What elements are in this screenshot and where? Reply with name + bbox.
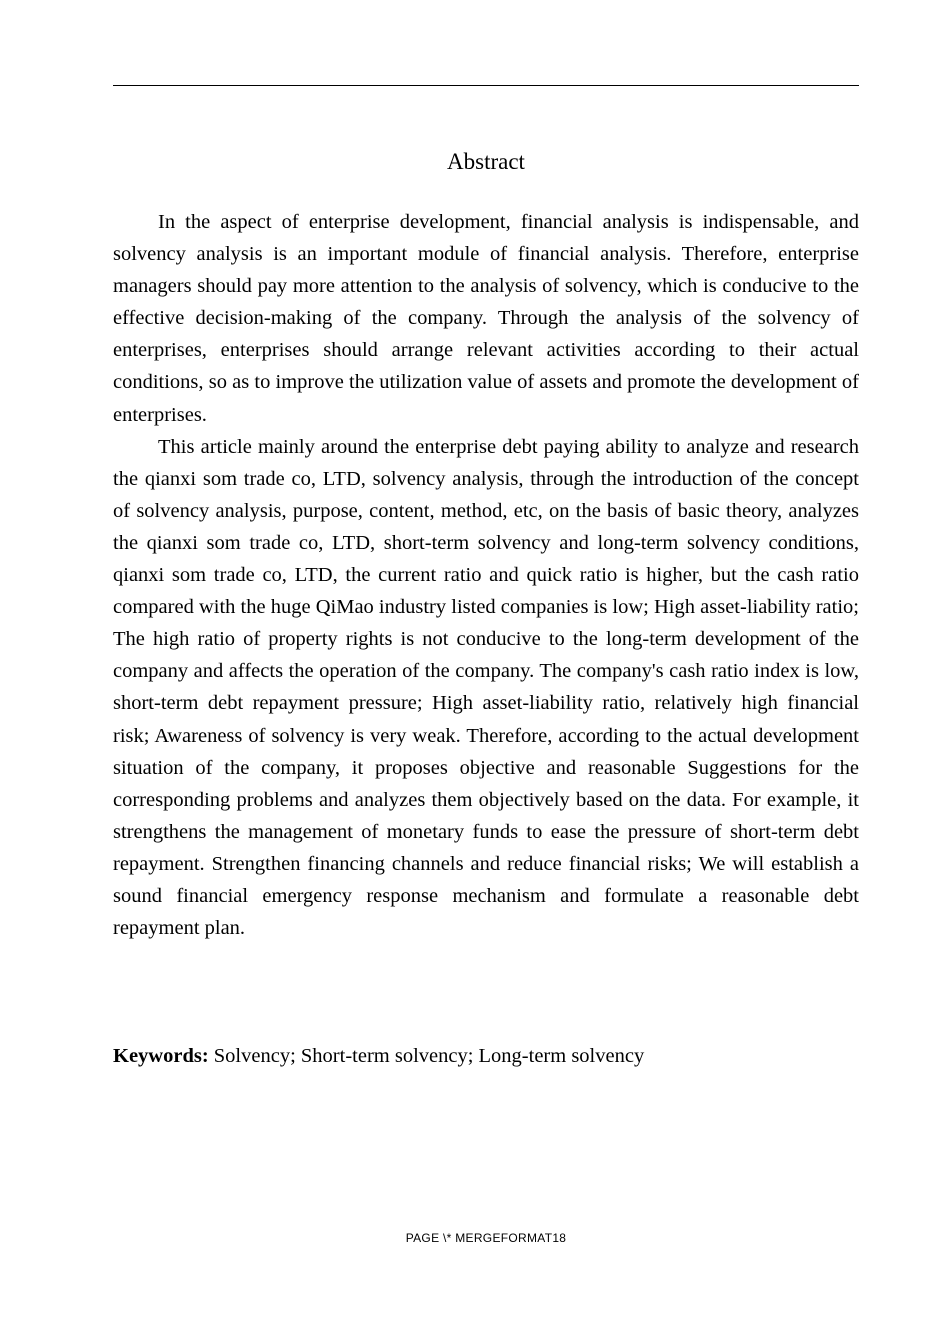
abstract-paragraph-1: In the aspect of enterprise development, financial analysis is indispensable, and solvency analysis is an important module of financial analysis. Therefore, enterprise managers should pay more attention to the analysis of solvency, which is conducive to the effective decision-making of the company. Through the analysis of the solvency of enterprises, enterprises should arrange relevant activities according to their actual conditions, so as to improve the utilization value of assets and promote the development of enterprises. <box>113 211 859 426</box>
page-footer: PAGE \* MERGEFORMAT18 <box>405 1231 567 1245</box>
abstract-title: Abstract <box>447 149 525 174</box>
abstract-body <box>113 206 859 944</box>
keywords-value: Solvency; Short-term solvency; Long-term solvency <box>208 1045 645 1067</box>
header-rule <box>113 85 859 86</box>
abstract-paragraph-2: This article mainly around the enterprise debt paying ability to analyze and research the qianxi som trade co, LTD, solvency analysis, through the introduction of the concept of solvency analysis, purpose, content, method, etc, on the basis of basic theory, analyzes the qianxi som trade co, LTD, short-term solvency and long-term solvency conditions, qianxi som trade co, LTD, the current ratio and quick ratio is higher, but the cash ratio compared with the huge QiMao industry listed companies is low; High asset-liability ratio; The high ratio of property rights is not conducive to the long-term development of the company and affects the operation of the company. The company's cash ratio index is low, short-term debt repayment pressure; High asset-liability ratio, relatively high financial risk; Awareness of solvency is very weak. Therefore, according to the actual development situation of the company, it proposes objective and reasonable Suggestions for the corresponding problems and analyzes them objectively based on the data. For example, it strengthens the management of monetary funds to ease the pressure of short-term debt repayment. Strengthen financing channels and reduce financial risks; We will establish a sound financial emergency response mechanism and formulate a reasonable debt repayment plan. <box>113 435 859 940</box>
keywords-line <box>113 1040 859 1072</box>
keywords-label: Keywords: <box>113 1045 209 1067</box>
